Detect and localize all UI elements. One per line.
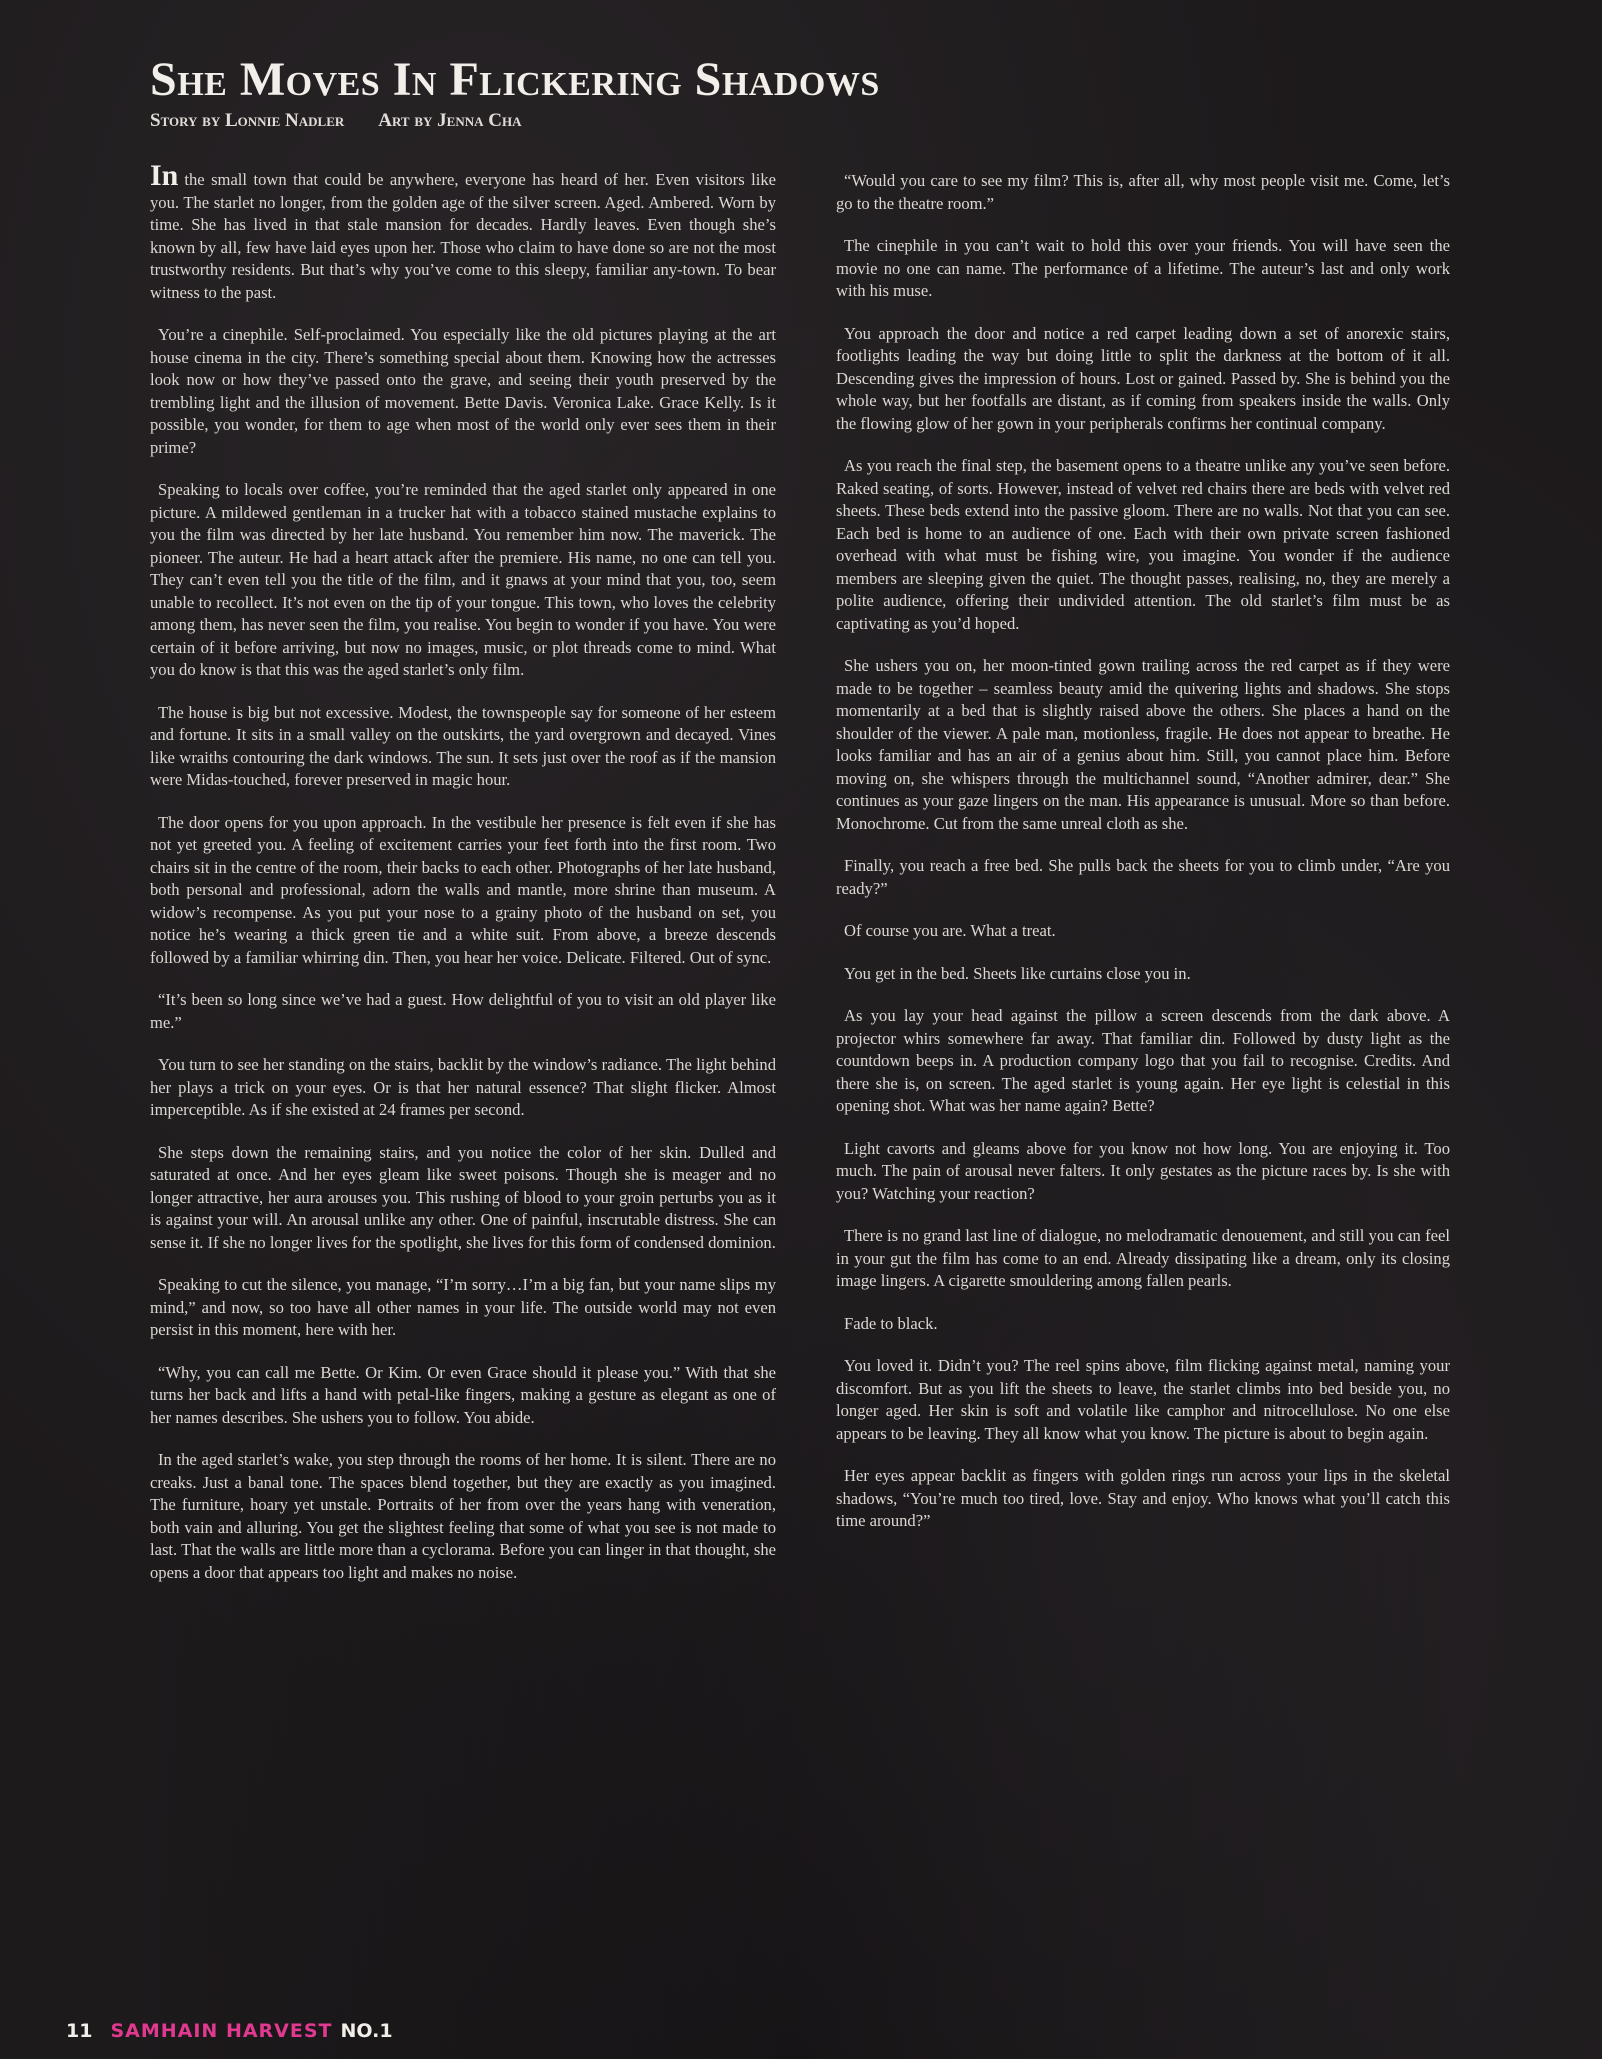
paragraph: You’re a cinephile. Self-proclaimed. You especially like the old pictures playing at the art house cinema in the city. There’s something special about them. Knowing how the actresses look now or how they’ve passed onto the grave, and seeing their youth preserved by the trembling light and the illusion of movement. Bette Davis. Veronica Lake. Grace Kelly. Is it possible, you wonder, for them to age when most of the world only ever sees them in their prime? xyxy=(150,325,776,457)
right-column xyxy=(836,170,1450,1553)
article-title: She Moves In Flickering Shadows xyxy=(150,53,880,106)
paragraph: The door opens for you upon approach. In the vestibule her presence is felt even if she has not yet greeted you. A feeling of excitement carries your feet forth into the first room. Two chairs sit in the centre of the room, their backs to each other. Photographs of her late husband, both personal and professional, adorn the walls and mantle, more shrine than museum. A widow’s recompense. As you put your nose to a grainy photo of the husband on set, you notice he’s wearing a thick green tie and a white suit. From above, a breeze descends followed by a familiar whirring din. Then, you hear her voice. Delicate. Filtered. Out of sync. xyxy=(150,812,776,967)
paragraph: Of course you are. What a treat. xyxy=(844,921,1056,940)
magazine-name: SAMHAIN HARVEST xyxy=(110,2020,333,2042)
paragraph: “It’s been so long since we’ve had a guest. How delightful of you to visit an old player like me.” xyxy=(150,990,776,1032)
art-credit: Art by Jenna Cha xyxy=(378,110,522,131)
page-footer xyxy=(66,2020,393,2042)
paragraph: In the aged starlet’s wake, you step through the rooms of her home. It is silent. There are no creaks. Just a banal tone. The spaces blend together, but they are exactly as you imagined. The furniture, hoary yet unstale. Portraits of her from over the years hang with veneration, both vain and alluring. You get the slightest feeling that some of what you see is not made to last. That the walls are little more than a cyclorama. Before you can linger in that thought, she opens a door that appears too light and makes no noise. xyxy=(150,1450,776,1582)
paragraph: There is no grand last line of dialogue, no melodramatic denouement, and still you can feel in your gut the film has come to an end. Already dissipating like a dream, only its closing image lingers. A cigarette smouldering among fallen pearls. xyxy=(836,1226,1450,1290)
paragraph: “Would you care to see my film? This is, after all, why most people visit me. Come, let’s go to the theatre room.” xyxy=(836,171,1450,213)
paragraph: As you reach the final step, the basement opens to a theatre unlike any you’ve seen before. Raked seating, of sorts. However, instead of velvet red chairs there are beds with velvet red sheets. These beds extend into the passive gloom. There are no walls. Not that you can see. Each bed is home to an audience of one. Each with their own private screen fashioned overhead with what must be fishing wire, you imagine. You wonder if the audience members are sleeping given the quiet. The thought passes, realising, no, they are merely a polite audience, offering their undivided attention. The old starlet’s film must be as captivating as you’d hoped. xyxy=(836,456,1450,633)
paragraph: Speaking to locals over coffee, you’re reminded that the aged starlet only appeared in one picture. A mildewed gentleman in a trucker hat with a tobacco stained mustache explains to you the film was directed by her late husband. You remember him now. The maverick. The pioneer. The auteur. He had a heart attack after the premiere. His name, no one can tell you. They can’t even tell you the title of the film, and it gnaws at your mind that you, too, seem unable to recollect. It’s not even on the tip of your tongue. This town, who loves the celebrity among them, has never seen the film, you realise. You begin to wonder if you have. You were certain of it before arriving, but now no images, music, or plot threads come to mind. What you do know is that this was the aged starlet’s only film. xyxy=(150,480,776,679)
paragraph: You loved it. Didn’t you? The reel spins above, film flicking against metal, naming your discomfort. But as you lift the sheets to leave, the starlet climbs into bed beside you, no longer aged. Her skin is soft and volatile like camphor and nitrocellulose. No one else appears to be leaving. They all know what you know. The picture is about to begin again. xyxy=(836,1356,1450,1443)
paragraph: Fade to black. xyxy=(844,1313,938,1333)
left-column xyxy=(150,159,776,1604)
story-credit: Story by Lonnie Nadler xyxy=(150,110,345,131)
paragraph: Finally, you reach a free bed. She pulls back the sheets for you to climb under, “Are you ready?” xyxy=(836,856,1450,898)
paragraph: Light cavorts and gleams above for you know not how long. You are enjoying it. Too much. The pain of arousal never falters. It only gestates as the picture races by. Is she with you? Watching your reaction? xyxy=(836,1138,1450,1203)
paragraph: You get in the bed. Sheets like curtains close you in. xyxy=(844,963,1191,983)
paragraph: She ushers you on, her moon-tinted gown trailing across the red carpet as if they were made to be together – seamless beauty amid the quivering lights and shadows. She stops momentarily at a bed that is slightly raised above the others. She places a hand on the shoulder of the viewer. A pale man, motionless, fragile. He does not appear to breathe. He looks familiar and has an air of a genius about him. Still, you cannot place him. Before moving on, she whispers through the multichannel sound, “Another admirer, dear.” She continues as your gaze lingers on the man. His appearance is unusual. More so than before. Monochrome. Cut from the same unreal cloth as she. xyxy=(836,656,1450,833)
issue-number: NO.1 xyxy=(340,2020,393,2042)
paragraph: The house is big but not excessive. Modest, the townspeople say for someone of her esteem and fortune. It sits in a small valley on the outskirts, the yard overgrown and decayed. Vines like wraiths contouring the dark windows. The sun. It sets just over the roof as if the mansion were Midas-touched, forever preserved in magic hour. xyxy=(150,702,776,789)
paragraph: The cinephile in you can’t wait to hold this over your friends. You will have seen the movie no one can name. The performance of a lifetime. The auteur’s last and only work with his muse. xyxy=(836,236,1450,300)
paragraph: Her eyes appear backlit as fingers with golden rings run across your lips in the skeletal shadows, “You’re much too tired, love. Stay and enjoy. Who knows what you’ll catch this time around?” xyxy=(836,1466,1450,1530)
paragraph: She steps down the remaining stairs, and you notice the color of her skin. Dulled and saturated at once. And her eyes gleam like sweet poisons. Though she is meager and no longer attractive, her aura arouses you. This rushing of blood to your groin perturbs you as it is against your will. An arousal unlike any other. One of painful, inscrutable distress. She can sense it. If she no longer lives for the spotlight, she lives for this form of condensed dominion. xyxy=(150,1142,776,1252)
paragraph: As you lay your head against the pillow a screen descends from the dark above. A projector whirs somewhere far away. That familiar din. Followed by dusty light as the countdown beeps in. A production company logo that you fail to recognise. Credits. And there she is, on screen. The aged starlet is young again. Her eye light is celestial in this opening shot. What was her name again? Bette? xyxy=(836,1006,1450,1115)
byline xyxy=(150,110,521,132)
paragraph: You approach the door and notice a red carpet leading down a set of anorexic stairs, footlights leading the way but doing little to split the darkness at the bottom of it all. Descending gives the impression of hours. Lost or gained. Passed by. She is behind you the whole way, but her footfalls are distant, as if coming from speakers inside the walls. Only the flowing glow of her gown in your peripherals confirms her continual company. xyxy=(836,323,1450,433)
drop-cap: In xyxy=(150,159,179,192)
paragraph: “Why, you can call me Bette. Or Kim. Or even Grace should it please you.” With that she turns her back and lifts a hand with petal-like fingers, making a gesture as elegant as one of her names describes. She ushers you to follow. You abide. xyxy=(150,1362,776,1427)
paragraph: In the small town that could be anywhere, everyone has heard of her. Even visitors like you. The starlet no longer, from the golden age of the silver screen. Aged. Ambered. Worn by time. She has lived in that stale mansion for decades. Hardly leaves. Even though she’s known by all, few have laid eyes upon her. Those who claim to have done so are not the most trustworthy residents. But that’s why you’ve come to this sleepy, familiar any-town. To bear witness to the past. xyxy=(150,159,776,302)
paragraph: You turn to see her standing on the stairs, backlit by the window’s radiance. The light behind her plays a trick on your eyes. Or is that her natural essence? That slight flicker. Almost imperceptible. As if she existed at 24 frames per second. xyxy=(150,1055,776,1119)
page-number: 11 xyxy=(66,2020,93,2042)
paragraph: Speaking to cut the silence, you manage, “I’m sorry…I’m a big fan, but your name slips my mind,” and now, so too have all other names in your life. The outside world may not even persist in this moment, here with her. xyxy=(150,1275,776,1339)
